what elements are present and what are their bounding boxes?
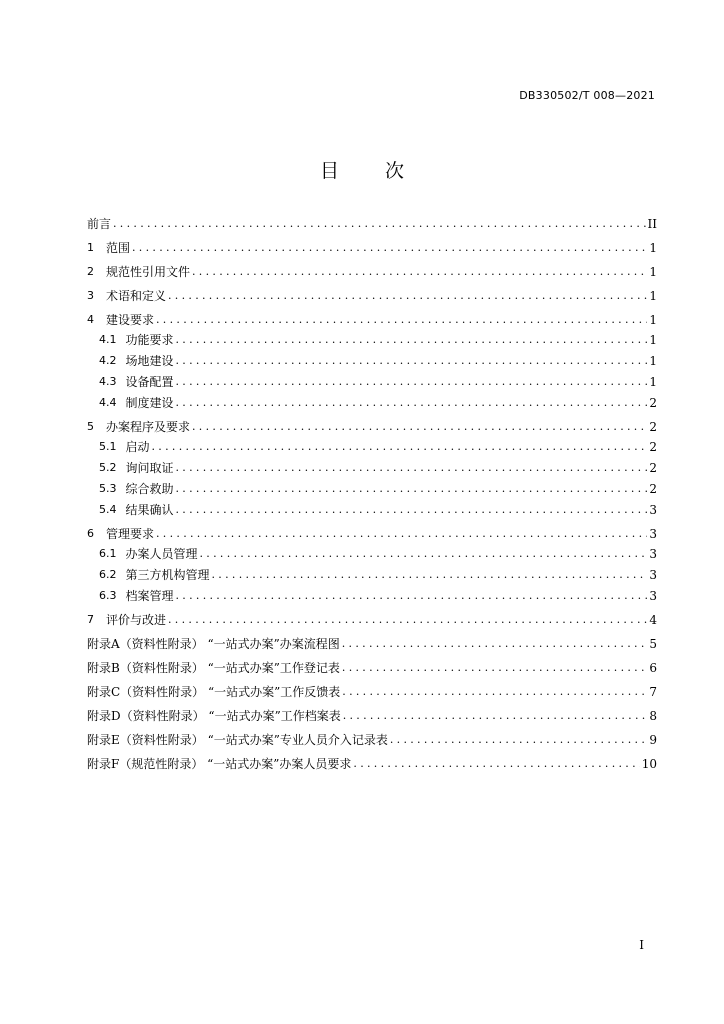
toc-entry[interactable] bbox=[87, 460, 657, 476]
toc-entry-number: 6.2 bbox=[99, 568, 117, 581]
toc-entry[interactable] bbox=[87, 588, 657, 604]
toc-entry-label: 附录C（资料性附录） “一站式办案”工作反馈表 bbox=[87, 685, 341, 699]
toc-entry-label: 附录B（资料性附录） “一站式办案”工作登记表 bbox=[87, 661, 340, 675]
toc-dot-leader bbox=[176, 588, 648, 604]
toc-entry-page: 3 bbox=[649, 547, 657, 561]
toc-entry-page: 2 bbox=[649, 461, 657, 475]
toc-dot-leader bbox=[353, 756, 639, 772]
toc-entry-number: 2 bbox=[87, 265, 94, 278]
toc-entry-number: 5.4 bbox=[99, 503, 117, 516]
toc-entry[interactable] bbox=[87, 756, 657, 772]
toc-entry-label: 启动 bbox=[125, 440, 150, 454]
toc-entry-page: 5 bbox=[649, 637, 657, 651]
toc-dot-leader bbox=[113, 216, 646, 232]
toc-entry[interactable] bbox=[87, 546, 657, 562]
toc-entry-page: 1 bbox=[649, 375, 657, 389]
toc-dot-leader bbox=[342, 684, 647, 700]
toc-entry[interactable] bbox=[87, 332, 657, 348]
toc-dot-leader bbox=[176, 460, 648, 476]
toc-dot-leader bbox=[343, 708, 648, 724]
toc-dot-leader bbox=[342, 636, 648, 652]
toc-entry[interactable] bbox=[87, 374, 657, 390]
toc-entry-label: 场地建设 bbox=[125, 354, 174, 368]
toc-dot-leader bbox=[168, 612, 647, 628]
toc-entry-number: 1 bbox=[87, 241, 94, 254]
toc-entry[interactable] bbox=[87, 567, 657, 583]
toc-entry-number: 7 bbox=[87, 613, 94, 626]
toc-entry-label: 办案程序及要求 bbox=[106, 420, 191, 434]
toc-dot-leader bbox=[156, 526, 647, 542]
toc-dot-leader bbox=[152, 439, 648, 455]
toc-dot-leader bbox=[176, 374, 648, 390]
toc-entry[interactable] bbox=[87, 288, 657, 304]
toc-entry[interactable] bbox=[87, 419, 657, 435]
toc-entry-number: 5.1 bbox=[99, 440, 117, 453]
toc-entry-label: 附录F（规范性附录） “一站式办案”办案人员要求 bbox=[87, 757, 352, 771]
toc-entry-label: 档案管理 bbox=[125, 589, 174, 603]
toc-entry[interactable] bbox=[87, 353, 657, 369]
toc-entry-page: 3 bbox=[649, 527, 657, 541]
toc-entry[interactable] bbox=[87, 732, 657, 748]
toc-dot-leader bbox=[342, 660, 647, 676]
toc-entry-number: 4.1 bbox=[99, 333, 117, 346]
toc-entry-page: 3 bbox=[649, 503, 657, 517]
page-title: 目 次 bbox=[319, 160, 425, 182]
toc-dot-leader bbox=[176, 502, 648, 518]
toc-dot-leader bbox=[168, 288, 647, 304]
toc-dot-leader bbox=[192, 419, 647, 435]
toc-dot-leader bbox=[176, 332, 648, 348]
toc-entry-page: 7 bbox=[649, 685, 657, 699]
toc-entry-label: 附录E（资料性附录） “一站式办案”专业人员介入记录表 bbox=[87, 733, 388, 747]
toc-entry[interactable] bbox=[87, 502, 657, 518]
toc-entry[interactable] bbox=[87, 708, 657, 724]
toc-entry-page: 3 bbox=[649, 568, 657, 582]
toc-entry[interactable] bbox=[87, 684, 657, 700]
toc-entry-number: 4.2 bbox=[99, 354, 117, 367]
toc-entry-page: 2 bbox=[649, 440, 657, 454]
toc-entry-label: 设备配置 bbox=[125, 375, 174, 389]
toc-entry-page: 1 bbox=[649, 313, 657, 327]
toc-entry-number: 5 bbox=[87, 420, 94, 433]
toc-entry[interactable] bbox=[87, 216, 657, 232]
toc-entry[interactable] bbox=[87, 660, 657, 676]
toc-dot-leader bbox=[200, 546, 648, 562]
toc-entry[interactable] bbox=[87, 264, 657, 280]
toc-entry-number: 6 bbox=[87, 527, 94, 540]
toc-entry-label: 附录A（资料性附录） “一站式办案”办案流程图 bbox=[87, 637, 340, 651]
toc-entry-number: 5.3 bbox=[99, 482, 117, 495]
document-code: DB330502/T 008—2021 bbox=[519, 89, 655, 102]
toc-dot-leader bbox=[132, 240, 647, 256]
toc-entry-label: 管理要求 bbox=[106, 527, 155, 541]
toc-entry-number: 6.1 bbox=[99, 547, 117, 560]
toc-entry-label: 制度建设 bbox=[125, 396, 174, 410]
toc-entry-number: 3 bbox=[87, 289, 94, 302]
toc-entry-page: 1 bbox=[649, 333, 657, 347]
toc-entry-page: 1 bbox=[649, 265, 657, 279]
toc-entry-label: 评价与改进 bbox=[106, 613, 167, 627]
toc-entry-label: 附录D（资料性附录） “一站式办案”工作档案表 bbox=[87, 709, 341, 723]
toc-dot-leader bbox=[192, 264, 647, 280]
toc-entry-label: 结果确认 bbox=[125, 503, 174, 517]
toc-entry-page: 1 bbox=[649, 241, 657, 255]
toc-entry-page: 10 bbox=[641, 757, 657, 771]
toc-entry-page: 6 bbox=[649, 661, 657, 675]
toc-entry-label: 询问取证 bbox=[125, 461, 174, 475]
toc-entry-page: II bbox=[647, 217, 657, 231]
page-number: I bbox=[639, 938, 644, 952]
toc-entry-label: 综合救助 bbox=[125, 482, 174, 496]
toc-entry-label: 功能要求 bbox=[125, 333, 174, 347]
toc-entry-label: 第三方机构管理 bbox=[125, 568, 210, 582]
toc-entry-page: 9 bbox=[649, 733, 657, 747]
toc-entry-number: 4.4 bbox=[99, 396, 117, 409]
toc-entry-number: 4 bbox=[87, 313, 94, 326]
toc-entry[interactable] bbox=[87, 636, 657, 652]
toc-entry-label: 规范性引用文件 bbox=[106, 265, 191, 279]
toc-entry[interactable] bbox=[87, 439, 657, 455]
toc-dot-leader bbox=[390, 732, 648, 748]
toc-entry-page: 3 bbox=[649, 589, 657, 603]
toc-entry-label: 术语和定义 bbox=[106, 289, 167, 303]
toc-dot-leader bbox=[176, 353, 648, 369]
toc-entry-label: 范围 bbox=[106, 241, 131, 255]
toc-dot-leader bbox=[176, 395, 648, 411]
toc-entry-number: 5.2 bbox=[99, 461, 117, 474]
toc-entry-page: 4 bbox=[649, 613, 657, 627]
toc-entry[interactable] bbox=[87, 312, 657, 328]
toc-entry-number: 4.3 bbox=[99, 375, 117, 388]
toc-entry[interactable] bbox=[87, 240, 657, 256]
toc-entry-page: 2 bbox=[649, 420, 657, 434]
toc-entry-page: 1 bbox=[649, 289, 657, 303]
toc-entry[interactable] bbox=[87, 481, 657, 497]
toc-dot-leader bbox=[212, 567, 648, 583]
toc-entry-page: 2 bbox=[649, 396, 657, 410]
toc-entry-page: 1 bbox=[649, 354, 657, 368]
toc-dot-leader bbox=[176, 481, 648, 497]
toc-entry-label: 办案人员管理 bbox=[125, 547, 198, 561]
toc-entry-page: 2 bbox=[649, 482, 657, 496]
toc-entry[interactable] bbox=[87, 526, 657, 542]
toc-entry-number: 6.3 bbox=[99, 589, 117, 602]
toc-entry-label: 前言 bbox=[87, 217, 112, 231]
toc-entry-label: 建设要求 bbox=[106, 313, 155, 327]
toc-entry-page: 8 bbox=[649, 709, 657, 723]
toc-dot-leader bbox=[156, 312, 647, 328]
toc-entry[interactable] bbox=[87, 612, 657, 628]
table-of-contents bbox=[87, 216, 657, 772]
toc-entry[interactable] bbox=[87, 395, 657, 411]
